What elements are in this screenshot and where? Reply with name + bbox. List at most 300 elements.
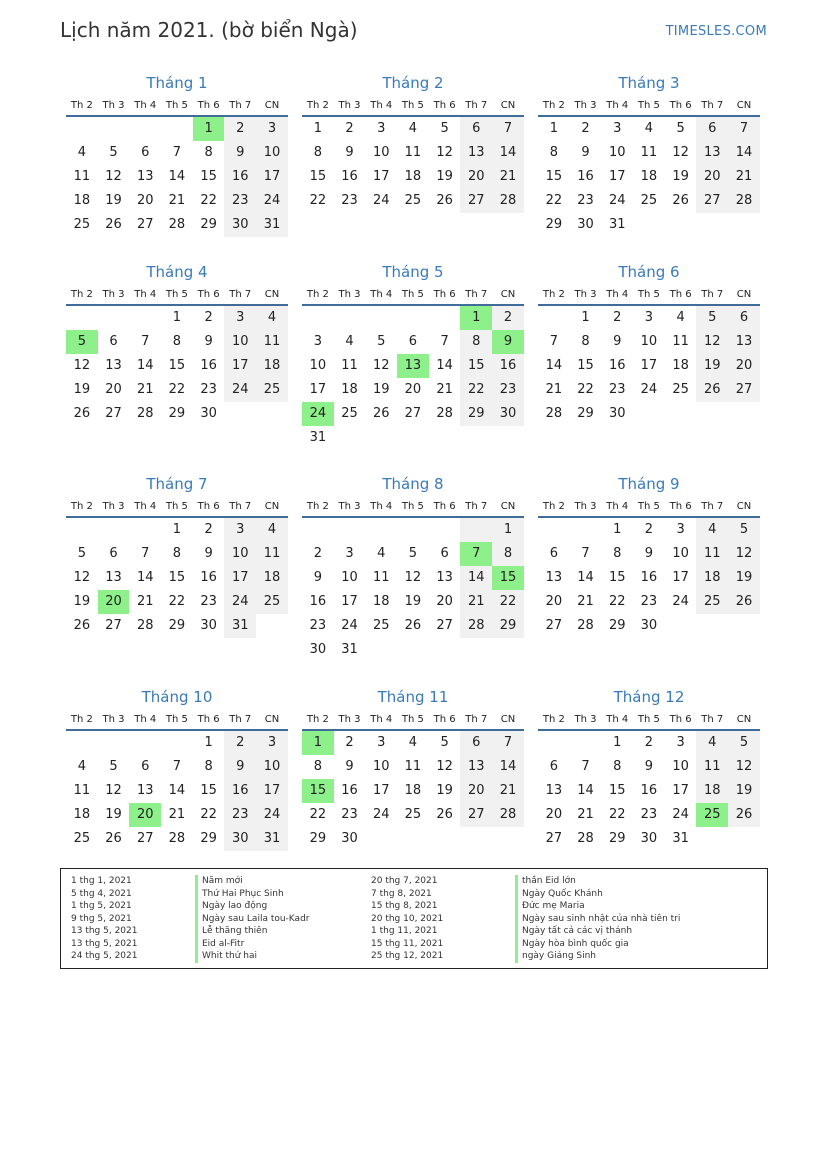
day-cell: 9	[313, 570, 322, 585]
empty-cell	[492, 638, 524, 662]
empty-cell	[492, 827, 524, 851]
day-cell: 26	[728, 803, 760, 827]
weekday-header	[302, 496, 524, 518]
empty-cell	[460, 638, 492, 662]
day-cell: 31	[256, 827, 288, 851]
weekday-header	[538, 95, 760, 117]
weekday-label: Th 3	[102, 100, 125, 111]
day-cell: 8	[172, 334, 182, 349]
day-cell: 30	[640, 831, 658, 846]
day-cell: 1	[613, 522, 622, 537]
day-cell: 30	[640, 618, 658, 633]
day-cell: 30	[341, 831, 358, 846]
day-cell: 10	[372, 145, 390, 160]
weekday-label: Th 2	[542, 714, 565, 725]
weekday-label: Th 4	[370, 501, 393, 512]
day-cell: 1	[204, 735, 213, 750]
day-cell: 27	[136, 217, 154, 232]
day-cell: 22	[608, 807, 626, 822]
weekday-label: CN	[264, 501, 280, 512]
day-cell: 31	[224, 614, 256, 638]
day-cell: 15	[168, 358, 186, 373]
legend-names-left	[195, 875, 309, 963]
legend-date: 1 thg 11, 2021	[371, 926, 438, 936]
day-cell: 20	[136, 193, 154, 208]
day-cell: 2	[345, 735, 354, 750]
day-cell: 21	[577, 807, 594, 822]
day-cell: 31	[672, 831, 689, 846]
day-cell: 18	[73, 807, 91, 822]
month-block	[538, 473, 760, 638]
day-cell: 28	[136, 406, 154, 421]
day-cell: 21	[492, 165, 524, 189]
month-block	[302, 261, 524, 450]
empty-cell	[696, 827, 728, 851]
empty-cell	[161, 117, 193, 141]
day-cell: 7	[581, 546, 590, 561]
day-cell: 7	[492, 117, 524, 141]
weekday-label: Th 5	[401, 501, 424, 512]
day-cell: 3	[377, 121, 386, 136]
day-cell: 15	[460, 354, 492, 378]
weekday-label: CN	[736, 714, 752, 725]
weekday-label: Th 7	[229, 714, 252, 725]
weekday-label: CN	[500, 100, 516, 111]
day-cell: 26	[105, 831, 122, 846]
day-cell: 12	[73, 570, 91, 585]
day-cell: 6	[141, 145, 150, 160]
empty-cell	[397, 827, 429, 851]
month-name: Tháng 11	[377, 688, 449, 706]
day-cell: 16	[341, 783, 358, 798]
day-cell: 14	[492, 755, 524, 779]
day-cell: 28	[577, 618, 594, 633]
day-cell: 13	[105, 358, 122, 373]
day-cell: 4	[676, 310, 685, 325]
day-cell: 18	[73, 193, 91, 208]
day-cell: 30	[200, 618, 217, 633]
empty-cell	[538, 518, 570, 542]
weekday-label: Th 6	[197, 501, 220, 512]
day-cell: 14	[577, 783, 594, 798]
day-cell: 23	[608, 382, 626, 397]
day-cell: 10	[309, 358, 327, 373]
legend-holiday-name: Năm mới	[195, 875, 309, 888]
day-cell: 24	[640, 382, 658, 397]
day-cell: 22	[492, 590, 524, 614]
weekday-label: Th 2	[70, 501, 93, 512]
day-grid	[538, 518, 760, 638]
day-cell: 21	[136, 382, 154, 397]
empty-cell	[365, 827, 397, 851]
weekday-label: Th 4	[606, 501, 629, 512]
day-cell: 30	[224, 827, 256, 851]
empty-cell	[98, 117, 130, 141]
day-cell: 21	[728, 165, 760, 189]
day-cell: 25	[672, 382, 689, 397]
day-cell: 2	[204, 522, 213, 537]
day-cell: 9	[204, 334, 213, 349]
day-grid	[66, 306, 288, 426]
day-cell: 20	[460, 779, 492, 803]
weekday-label: Th 5	[401, 100, 424, 111]
weekday-label: Th 6	[197, 714, 220, 725]
day-cell: 16	[200, 358, 217, 373]
empty-cell	[98, 306, 130, 330]
weekday-header	[66, 95, 288, 117]
weekday-label: Th 4	[606, 289, 629, 300]
month-block	[66, 261, 288, 426]
empty-cell	[365, 518, 397, 542]
weekday-label: Th 3	[574, 501, 597, 512]
day-grid	[538, 306, 760, 426]
day-cell: 4	[644, 121, 654, 136]
month-name: Tháng 10	[141, 688, 213, 706]
day-cell: 28	[136, 618, 154, 633]
weekday-label: Th 2	[542, 100, 565, 111]
empty-cell	[696, 614, 728, 638]
weekday-label: Th 6	[197, 100, 220, 111]
day-cell: 14	[577, 570, 594, 585]
empty-cell	[429, 518, 461, 542]
weekday-label: Th 5	[637, 100, 660, 111]
empty-cell	[696, 213, 728, 237]
day-cell: 12	[404, 570, 422, 585]
weekday-label: Th 4	[606, 100, 629, 111]
day-cell: 12	[436, 759, 453, 774]
weekday-label: Th 7	[465, 100, 488, 111]
day-cell: 30	[577, 217, 594, 232]
empty-cell	[98, 731, 130, 755]
brand-link[interactable]: TIMESLES.COM	[665, 24, 767, 39]
holiday-day-cell: 24	[302, 402, 334, 426]
day-cell: 5	[377, 334, 386, 349]
day-cell: 22	[309, 807, 327, 822]
day-cell: 10	[672, 759, 689, 774]
day-cell: 20	[696, 165, 728, 189]
empty-cell	[66, 306, 98, 330]
day-cell: 26	[372, 406, 390, 421]
day-cell: 19	[404, 594, 422, 609]
day-cell: 28	[168, 217, 186, 232]
day-cell: 19	[73, 382, 91, 397]
day-cell: 18	[256, 354, 288, 378]
weekday-label: Th 6	[669, 501, 692, 512]
day-cell: 7	[728, 117, 760, 141]
month-name: Tháng 9	[618, 475, 680, 493]
day-cell: 21	[577, 594, 594, 609]
weekday-label: Th 3	[338, 501, 361, 512]
month-name: Tháng 7	[146, 475, 208, 493]
day-cell: 10	[372, 759, 390, 774]
empty-cell	[256, 402, 288, 426]
day-cell: 9	[345, 145, 354, 160]
day-cell: 9	[644, 759, 654, 774]
weekday-label: Th 7	[465, 289, 488, 300]
day-cell: 20	[728, 354, 760, 378]
weekday-header	[538, 284, 760, 306]
legend-date: 1 thg 1, 2021	[71, 876, 132, 886]
day-cell: 16	[341, 169, 358, 184]
day-cell: 4	[696, 518, 728, 542]
legend-holiday-name: ngày Giáng Sinh	[515, 950, 680, 963]
empty-cell	[665, 213, 697, 237]
day-cell: 9	[613, 334, 622, 349]
day-cell: 24	[224, 590, 256, 614]
weekday-label: Th 3	[338, 100, 361, 111]
day-cell: 19	[696, 354, 728, 378]
day-cell: 7	[581, 759, 590, 774]
weekday-label: Th 7	[701, 501, 724, 512]
weekday-header	[538, 709, 760, 731]
weekday-label: Th 4	[370, 289, 393, 300]
day-cell: 16	[608, 358, 626, 373]
day-cell: 11	[672, 334, 689, 349]
day-cell: 20	[545, 807, 563, 822]
day-cell: 8	[204, 759, 213, 774]
day-cell: 29	[200, 217, 217, 232]
day-cell: 1	[313, 121, 322, 136]
legend-date: 13 thg 5, 2021	[71, 938, 138, 949]
day-cell: 4	[77, 759, 86, 774]
day-cell: 25	[341, 406, 358, 421]
weekday-label: Th 3	[102, 501, 125, 512]
weekday-header	[66, 709, 288, 731]
day-cell: 23	[341, 807, 358, 822]
day-cell: 18	[256, 566, 288, 590]
day-cell: 11	[696, 542, 728, 566]
day-cell: 24	[672, 594, 689, 609]
day-cell: 19	[672, 169, 689, 184]
day-cell: 15	[608, 570, 626, 585]
day-cell: 5	[109, 145, 118, 160]
legend-holiday-name: Ngày sau sinh nhật của nhà tiên tri	[515, 913, 680, 926]
weekday-label: Th 6	[669, 100, 692, 111]
month-name: Tháng 12	[613, 688, 685, 706]
day-cell: 31	[256, 213, 288, 237]
day-cell: 6	[141, 759, 150, 774]
day-cell: 20	[545, 594, 563, 609]
day-cell: 10	[341, 570, 358, 585]
day-cell: 10	[224, 330, 256, 354]
day-cell: 23	[492, 378, 524, 402]
day-cell: 22	[577, 382, 594, 397]
weekday-label: Th 4	[370, 714, 393, 725]
day-cell: 21	[436, 382, 453, 397]
day-cell: 17	[256, 779, 288, 803]
empty-cell	[224, 402, 256, 426]
day-cell: 14	[545, 358, 563, 373]
empty-cell	[429, 827, 461, 851]
day-cell: 7	[172, 145, 182, 160]
weekday-header	[302, 709, 524, 731]
day-cell: 8	[549, 145, 558, 160]
day-cell: 18	[404, 169, 422, 184]
day-cell: 29	[309, 831, 327, 846]
day-cell: 13	[136, 169, 154, 184]
day-cell: 11	[404, 145, 422, 160]
legend-date: 13 thg 5, 2021	[71, 926, 138, 936]
weekday-label: Th 7	[701, 714, 724, 725]
month-block	[538, 72, 760, 237]
day-cell: 24	[341, 618, 358, 633]
day-cell: 22	[168, 594, 186, 609]
day-cell: 16	[200, 570, 217, 585]
day-cell: 26	[404, 618, 422, 633]
day-grid	[302, 518, 524, 662]
day-cell: 6	[549, 546, 558, 561]
day-cell: 12	[696, 330, 728, 354]
day-cell: 22	[168, 382, 186, 397]
day-cell: 17	[608, 169, 626, 184]
holiday-day-cell: 20	[129, 803, 161, 827]
day-cell: 11	[73, 169, 91, 184]
empty-cell	[365, 306, 397, 330]
day-cell: 7	[141, 334, 150, 349]
day-cell: 4	[345, 334, 354, 349]
weekday-label: Th 6	[433, 289, 456, 300]
empty-cell	[129, 518, 161, 542]
day-cell: 17	[341, 594, 358, 609]
weekday-header	[302, 284, 524, 306]
day-cell: 13	[545, 783, 563, 798]
day-cell: 11	[73, 783, 91, 798]
weekday-label: Th 4	[134, 714, 157, 725]
day-cell: 30	[224, 213, 256, 237]
day-cell: 26	[436, 193, 453, 208]
day-cell: 15	[608, 783, 626, 798]
day-cell: 2	[204, 310, 213, 325]
day-cell: 22	[309, 193, 327, 208]
empty-cell	[129, 306, 161, 330]
day-cell: 8	[313, 145, 322, 160]
day-cell: 12	[105, 783, 122, 798]
legend-holiday-name: Ngày hòa bình quốc gia	[515, 938, 680, 951]
day-cell: 6	[109, 546, 118, 561]
day-cell: 27	[136, 831, 154, 846]
legend-names-right	[515, 875, 680, 963]
day-cell: 6	[549, 759, 558, 774]
day-cell: 1	[613, 735, 622, 750]
day-cell: 8	[492, 542, 524, 566]
day-cell: 13	[460, 755, 492, 779]
day-cell: 13	[436, 570, 453, 585]
day-cell: 21	[492, 779, 524, 803]
empty-cell	[728, 402, 760, 426]
day-cell: 27	[728, 378, 760, 402]
empty-cell	[334, 306, 366, 330]
day-cell: 8	[460, 330, 492, 354]
weekday-label: Th 2	[70, 714, 93, 725]
empty-cell	[129, 117, 161, 141]
day-cell: 2	[644, 735, 654, 750]
day-cell: 7	[549, 334, 558, 349]
weekday-label: Th 3	[338, 714, 361, 725]
empty-cell	[633, 402, 665, 426]
weekday-label: CN	[264, 289, 280, 300]
day-cell: 9	[224, 141, 256, 165]
day-cell: 1	[492, 518, 524, 542]
day-cell: 1	[172, 310, 182, 325]
weekday-header	[302, 95, 524, 117]
empty-cell	[538, 731, 570, 755]
legend-holiday-name: Ngày tất cả các vị thánh	[515, 925, 680, 938]
weekday-label: Th 5	[165, 289, 188, 300]
empty-cell	[66, 731, 98, 755]
day-cell: 25	[404, 807, 422, 822]
day-cell: 21	[136, 594, 154, 609]
day-cell: 1	[581, 310, 590, 325]
day-cell: 2	[492, 306, 524, 330]
weekday-label: CN	[736, 289, 752, 300]
legend-dates-right	[371, 875, 443, 963]
day-cell: 19	[105, 193, 122, 208]
day-cell: 20	[404, 382, 422, 397]
day-grid	[66, 731, 288, 851]
day-cell: 6	[460, 731, 492, 755]
legend-date: 15 thg 8, 2021	[371, 901, 438, 911]
day-cell: 26	[436, 807, 453, 822]
legend-holiday-name: Đức mẹ Maria	[515, 900, 680, 913]
day-cell: 26	[672, 193, 689, 208]
day-cell: 9	[345, 759, 354, 774]
day-cell: 31	[309, 430, 327, 445]
day-cell: 9	[224, 755, 256, 779]
month-block	[66, 686, 288, 851]
day-cell: 27	[460, 189, 492, 213]
day-cell: 24	[224, 378, 256, 402]
day-cell: 29	[608, 831, 626, 846]
day-cell: 8	[172, 546, 182, 561]
legend-date: 9 thg 5, 2021	[71, 913, 132, 924]
day-cell: 18	[696, 566, 728, 590]
month-name: Tháng 5	[382, 263, 444, 281]
holiday-day-cell: 15	[492, 566, 524, 590]
day-cell: 21	[460, 590, 492, 614]
day-cell: 10	[640, 334, 658, 349]
legend-date: 1 thg 5, 2021	[71, 901, 132, 911]
legend-date: 24 thg 5, 2021	[71, 951, 138, 961]
day-cell: 16	[224, 779, 256, 803]
day-cell: 18	[404, 783, 422, 798]
month-name: Tháng 6	[618, 263, 680, 281]
day-cell: 27	[545, 618, 563, 633]
weekday-header	[66, 284, 288, 306]
month-block	[302, 72, 524, 213]
legend-holiday-name: Lễ thăng thiên	[195, 925, 309, 938]
day-cell: 12	[73, 358, 91, 373]
weekday-label: Th 6	[669, 714, 692, 725]
day-cell: 5	[440, 735, 449, 750]
empty-cell	[460, 518, 492, 542]
month-block	[538, 261, 760, 426]
day-cell: 12	[436, 145, 453, 160]
legend-date: 20 thg 10, 2021	[371, 913, 444, 924]
day-cell: 4	[408, 735, 418, 750]
legend-holiday-name: Ngày Quốc Khánh	[515, 888, 680, 901]
legend-date: 5 thg 4, 2021	[71, 888, 132, 899]
day-cell: 11	[372, 570, 390, 585]
empty-cell	[429, 638, 461, 662]
weekday-label: Th 3	[102, 289, 125, 300]
day-cell: 27	[460, 803, 492, 827]
weekday-label: CN	[500, 289, 516, 300]
holiday-day-cell: 13	[397, 354, 429, 378]
day-cell: 11	[256, 542, 288, 566]
day-cell: 3	[676, 522, 685, 537]
legend-holiday-name: Whit thứ hai	[195, 950, 309, 963]
day-cell: 15	[309, 169, 327, 184]
